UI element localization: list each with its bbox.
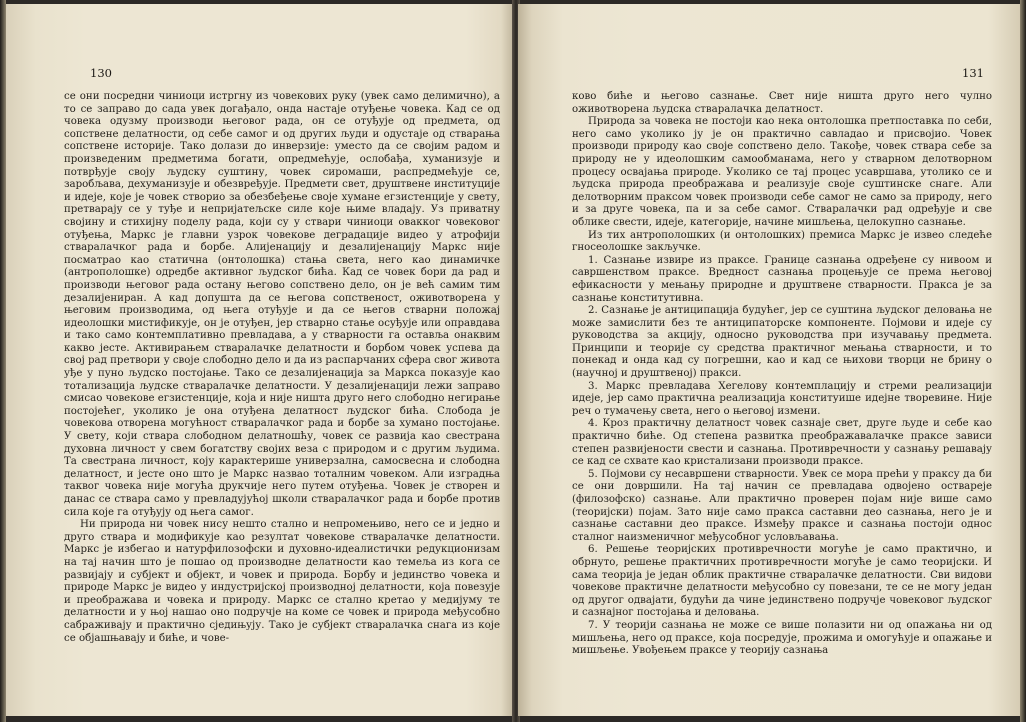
- numbered-paragraph: 4. Кроз практичну делатност човек сазнаје свет, друге људе и себе као практично биће. Од степена развитка преображавалачке праксе зависи степен развијености свести и сазнања. Противречности у сазнању решавају се кад се схвате као кристализани производи праксе.: [572, 418, 992, 468]
- right-page-body: [572, 91, 992, 658]
- paragraph: Природа за човека не постоји као нека онтолошка претпоставка по себи, него само уколико ју је он практично савладао и присвојио. Човек производи природу као своје сопствено дело. Такође, човек ствара себе за природу не у идеолошким самообманама, него у стварном делотворном процесу освајања природе. Уколико се тај процес усавршава, утолико се и људска природа преображава и реализује своје суштинске снаге. Али делотворним праксом човек производи себе самог не само за природу, него и за друге човека, па и за себе самог. Стваралачки рад одређује и све облике свести, идеје, категорије, начине мишљења, целокупно сазнање.: [572, 116, 992, 228]
- paragraph: се они посредни чиниоци истргну из човекових руку (увек само делимично), а то се заправо до сада увек догађало, онда настаје отуђење човека. Кад се од човека одузму производи његовог рада, он се отуђује од предмета, од сопствене делатности, од себе самог и од других људи и одустаје од стварања сопствене историје. Тако долази до инверзије: уместо да се својим радом и произведеним предметима богати, опредмећује, ослобађа, хуманизује и потврђује своју људску суштину, човек сиромаши, распредмећује се, заробљава, дехуманизује и обезвређује. Предмети свет, друштвене институције и идеје, које је човек створио за обезбеђење своје хумане егзистенције у свету, претварају се у туђе и непријатељске силе које њиме владају. Уз приватну својину и стихијну поделу рада, који су у ствари чиниоци овакког човековог отуђења, Маркс је главни узрок човекове деградације видео у атрофији стваралачког рада и борбе. Алијенацију и дезалијенацију Маркс није посматрао као статична (онтолошка) стања света, него као динамичке (антрополошке) одредбе активног људског бића. Кад се човек бори да рад и производи његовог рада остану његово сопствено дело, он је већ самим тим дезалијениран. А кад допушта да се његова сопственост, оживотворена у његовим производима, од њега отуђује и да се његов стварни положај идеолошки мистификује, он је отуђен, јер стварно стање осуђује или оправдава и тако само контемплативно превладава, а у стварности га оставља онаквим какво јесте. Активирањем стваралачке делатности и борбом човек успева да свој рад претвори у своје слободно дело и да из распарчаних сфера свог живота уђе у пуно људско постојање. Тако се дезалијенација за Маркса показује као тотализација људске стваралачке делатности. У дезалијенацији лежи заправо смисао човекове егзистенције, која и није ништа друго него слободно негирање постојећег, уколико је она отуђена делатност људског бића. Слобода је човекова отворена могућност стваралачког рада и борбе за хумано постојање. У свету, који ствара слободном делатношћу, човек се развија као свестрана духовна личност у свем богатству својих веза с природом и с другим људима. Та свестрана личност, коју карактерише универзална, самосвесна и слободна делатност, и јесте оно што је Маркс назвао тоталним човеком. Али изградња таквог човека није могућа друкчије него путем отуђења. Човек је створен и данас се ствара само у превладујућој школи стваралачког рада и борбе против сила које га отуђују од њега самог.: [64, 91, 500, 518]
- numbered-paragraph: 1. Сазнање извире из праксе. Границе сазнања одређене су нивоом и савршенством праксе. Вредност сазнања процењује се према његовој ефикасности у мењању природне и друштвене стварности. Пракса је за сазнање конститутивна.: [572, 254, 992, 304]
- paragraph: Ни природа ни човек нису нешто стално и непромењиво, него се и једно и друго ствара и модификује као резултат човекове стваралачке делатности. Маркс је избегао и натурфилозофски и духовно-идеалистички редукционизам на тај начин што је пошао од производне делатности као темеља из кога се развијају и субјект и објект, и човек и природа. Борбу и јединство човека и природе Маркс је видео у индустријској производној делатности, која повезује и преображава и човека и природу. Маркс се стално кретао у медијуму те делатности и у њој нашао оно подручје на коме се човек и природа међусобно сабраживају и практично сједињују. Тако је субјект стваралачка снага из које се објашњавају и биће, и чове-: [64, 519, 500, 644]
- left-page: [6, 4, 514, 716]
- right-book-edge: [1020, 0, 1026, 722]
- numbered-paragraph: 5. Појмови су несавршени стварности. Увек се мора прећи у праксу да би се они довршили. На тај начин се превладава одвојено оствареје (филозофско) сазнање. Али практично проверен појам није више само (теоријски) појам. Зато није само пракса саставни део сазнања, него је и сазнање саставни део праксе. Између праксе и сазнања постоји однос сталног наизменичног међусобног условљавања.: [572, 468, 992, 543]
- numbered-paragraph: 2. Сазнање је антиципација будућег, јер се суштина људског деловања не може замислити без те антиципаторске компоненте. Појмови и идеје су руководства за акцију, односно руководства при изучавању предмета. Принципи и теорије су средства практичног мењања стварности, и то понекад и онда кад су погрешни, као и кад се њихови творци не брину о (научној и друштвеној) пракси.: [572, 305, 992, 380]
- numbered-paragraph: 7. У теорији сазнања не може се више полазити ни од опажања ни од мишљења, него од праксе, која посредује, прожима и омогућује и опажање и мишљење. Увођењем праксе у теорију сазнања: [572, 619, 993, 657]
- paragraph: ково биће и његово сазнање. Свет није ништа друго него чулно оживотворена људска стваралачка делатност.: [572, 91, 992, 115]
- right-page: [518, 4, 1020, 716]
- page-number: 130: [90, 66, 112, 80]
- numbered-paragraph: 3. Маркс превладава Хегелову контемплацију и стреми реализацији идеје, јер само практична реализација конституише идејне творевине. Није реч о тумачењу света, него о његовој измени.: [572, 380, 992, 417]
- numbered-paragraph: 6. Решење теоријских противречности могуће је само практично, и обрнуто, решење практичних противречности могуће је само теоријски. И сама теорија је један облик практичне стваралачке делатности. Сви видови човекове практичне делатности међусобно су повезани, те се не могу један од другог одвајати, будући да чине јединствено подручје човековог људског и сазнајног постојања и деловања.: [572, 544, 992, 619]
- left-page-body: [64, 91, 500, 645]
- page-number: 131: [962, 66, 984, 80]
- paragraph: Из тих антрополошких (и онтолошких) премиса Маркс је извео следеће гносеолошке закључке.: [572, 229, 992, 254]
